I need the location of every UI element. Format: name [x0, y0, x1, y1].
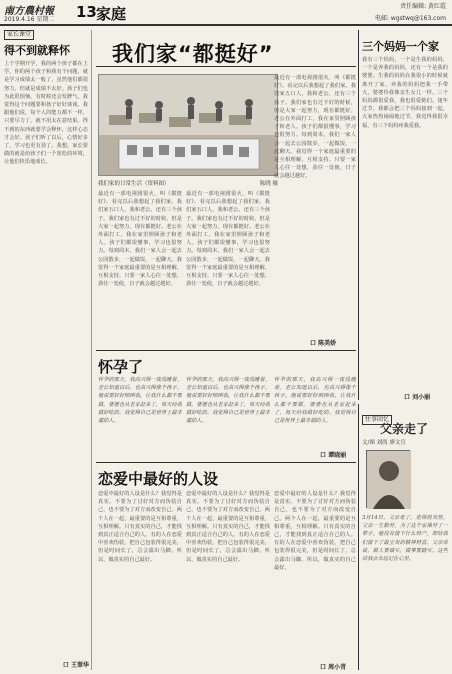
photo-credit: 陈晓 摄 — [259, 181, 278, 187]
feature-body-col2: 最近有一部电视剧很火，叫《都挺好》。看完以后我想起了我们家。我们家五口人，我和老公，还有三个孩子。我们家也有过不好的时候，但是大家一起努力，现在都挺好。老公在外面打工，我在家里照顾孩子和老人。孩子们都很懂事，学习也很努力。每到周末，我们一家人会一起去公园散步，一起做饭，一起聊天。我觉得一个家庭最重要的是互相理解，互相支持。只要一家人心往一处想，劲往一处使，日子就会越过越好。 — [186, 191, 270, 288]
portrait-image — [367, 451, 411, 509]
column-tag: 家长课堂 — [4, 30, 34, 40]
right-column-title: 三个妈妈一个家 — [362, 40, 439, 53]
feature-body-col3: 最近有一部电视剧很火，叫《都挺好》。看完以后我想起了我们家。我们家五口人，我和老公，还有三个孩子。我们家也有过不好的时候，但是大家一起努力，现在都挺好。老公在外面打工，我在家里照顾孩子和老人。孩子们都很懂事，学习也很努力。每到周末，我们一家人会一起去公园散步，一起做饭，一起聊天。我觉得一个家庭最重要的是互相理解，互相支持。只要一家人心往一处想，劲往一处使，日子就会越过越好。 — [274, 75, 356, 180]
love-body-col1: 恋爱中最好的人设是什么？我觉得是真实。不要为了讨好对方而伪装自己，也不要为了对方而改变自己。两个人在一起，最重要的是互相尊重，互相理解。只有真实的自己，才能找到真正适合自己的人。有的人在恋爱中喜欢伪装，把自己包装得很完美，但是时间长了，总会露出马脚。所以，做真实的自己最好。 — [98, 491, 182, 563]
right-column-body: 我有三个妈妈，一个是生我的妈妈，一个是养我的妈妈，还有一个是我的婆婆。生我的妈妈在我很小的时候就离开了家，养我的妈妈把我一手带大，婆婆待我像亲生女儿一样。三个妈妈都很爱我，我也很爱她们。逢年过节，我都会把三个妈妈接到一起，大家热热闹闹地过节。我觉得我很幸福，有三个妈妈疼我爱我。 — [362, 57, 448, 129]
left-column-author: 口 王翠华 — [62, 662, 89, 669]
feature-body-col1: 最近有一部电视剧很火，叫《都挺好》。看完以后我想起了我们家。我们家五口人，我和老公，还有三个孩子。我们家也有过不好的时候，但是大家一起努力，现在都挺好。老公在外面打工，我在家里照顾孩子和老人。孩子们都很懂事，学习也很努力。每到周末，我们一家人会一起去公园散步，一起做饭，一起聊天。我觉得一个家庭最重要的是互相理解，互相支持。只要一家人心往一处想，劲往一处使，日子就会越过越好。 — [98, 191, 182, 288]
pregnancy-body-col2: 怀孕的那天，我高兴得一夜没睡着。老公知道以后，也高兴得像个孩子。他说要好好照顾我，让我什么都不要做。婆婆也从老家赶来了，每天给我做好吃的。我觉得自己是世界上最幸福的人。 — [186, 377, 270, 425]
love-body-col3: 恋爱中最好的人设是什么？我觉得是真实。不要为了讨好对方而伪装自己，也不要为了对方而改变自己。两个人在一起，最重要的是互相尊重，互相理解。只有真实的自己，才能找到真正适合自己的人。有的人在恋爱中喜欢伪装，把自己包装得很完美，但是时间长了，总会露出马脚。所以，做真实的自己最好。 — [274, 491, 356, 571]
sidebar-title: 父亲走了 — [380, 422, 429, 436]
left-column — [4, 30, 92, 670]
newspaper-logo: 南方農村報 — [4, 6, 54, 17]
pregnancy-body-col3: 怀孕的那天，我高兴得一夜没睡着。老公知道以后，也高兴得像个孩子。他说要好好照顾我，让我什么都不要做。婆婆也从老家赶来了，每天给我做好吃的。我觉得自己是世界上最幸福的人。 — [274, 377, 356, 425]
divider — [96, 462, 356, 463]
sidebar-author: 文/图 刘尚 廖文宣 — [362, 440, 406, 446]
pregnancy-title: 怀孕了 — [98, 358, 144, 376]
issue-date: 2019.4.16 星期二 — [4, 16, 55, 23]
love-author: 口 周小青 — [320, 664, 347, 671]
divider — [96, 66, 356, 67]
editor-line: 责任编辑: 黄红霞 — [400, 3, 446, 10]
left-column-title: 得不到就释怀 — [4, 44, 70, 57]
divider — [96, 350, 356, 351]
feature-title: 我们家“都挺好” — [112, 42, 274, 66]
left-column-body: 上个学期开学，我的两个孩子都在上学。你的两个孩子和我有个问题，就是学习成绩太一般了，虽然他们都很努力，但就是成绩不太好。孩子们也为此很烦恼，有时候还会发脾气。我觉得这个问题要和孩子好好谈谈。我跟他们说，每个人的能力都不一样，只要尽力了，就不用太在意结果。得不到的东西就要学会释怀，这样心态才会好。孩子们听了以后，心情好多了，学习也更有劲了。我想，家长要做的就是给孩子们一个宽松的环境，让他们快乐地成长。 — [4, 61, 88, 166]
love-title: 恋爱中最好的人设 — [98, 470, 219, 488]
section-title: 家庭 — [96, 5, 127, 23]
pregnancy-author: 口 谭晓丽 — [320, 452, 347, 459]
photo-caption — [98, 179, 278, 187]
right-column-author: 口 刘小丽 — [404, 394, 431, 401]
caption-text: 我们家的日常生活（资料图） — [98, 181, 170, 187]
feature-photo — [98, 74, 278, 176]
page-number: 13 — [76, 3, 97, 21]
sidebar-body: 3月14日，父亲走了，走得很突然。父亲一生勤劳，为了这个家操劳了一辈子。他没有留下什么财产，却给我们留下了最宝贵的精神财富。父亲常说，做人要诚实，做事要踏实。这些话我会永远记在心里。 — [362, 515, 448, 563]
feature-author: 口 陈美娇 — [310, 340, 337, 347]
sidebar-tag: 往事回忆 — [362, 415, 392, 425]
pregnancy-body-col1: 怀孕的那天，我高兴得一夜没睡着。老公知道以后，也高兴得像个孩子。他说要好好照顾我，让我什么都不要做。婆婆也从老家赶来了，每天给我做好吃的。我觉得自己是世界上最幸福的人。 — [98, 377, 182, 425]
love-body-col2: 恋爱中最好的人设是什么？我觉得是真实。不要为了讨好对方而伪装自己，也不要为了对方而改变自己。两个人在一起，最重要的是互相尊重，互相理解。只有真实的自己，才能找到真正适合自己的人。有的人在恋爱中喜欢伪装，把自己包装得很完美，但是时间长了，总会露出马脚。所以，做真实的自己最好。 — [186, 491, 270, 563]
family-scene-image — [99, 75, 278, 176]
column-divider — [358, 30, 359, 400]
column-divider — [358, 404, 359, 670]
father-portrait — [366, 450, 410, 508]
email-line: 电邮: wgstwq@163.com — [374, 15, 446, 22]
masthead — [0, 0, 452, 26]
